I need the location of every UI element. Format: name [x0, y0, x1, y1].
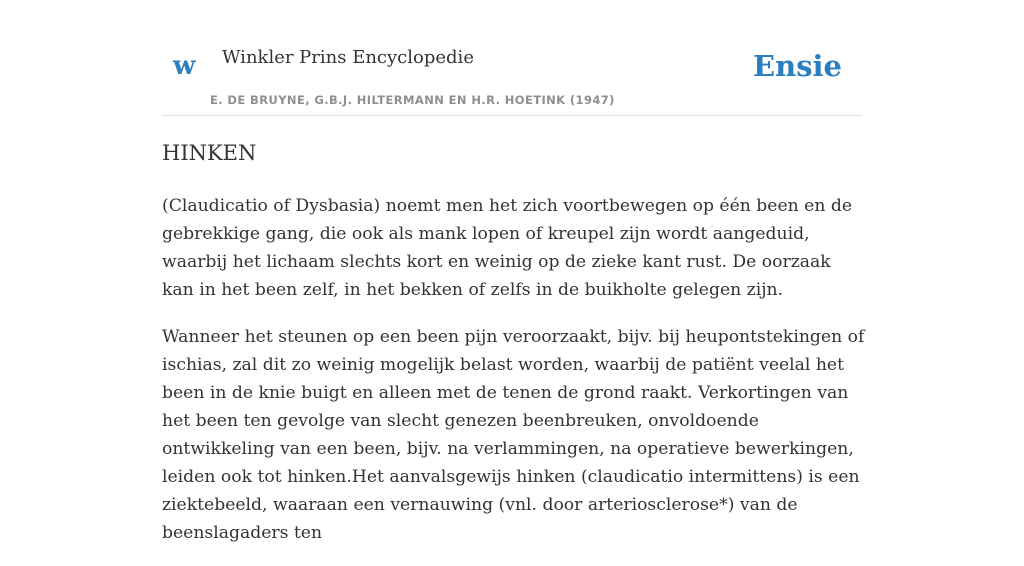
article-body	[162, 192, 867, 566]
book-authors: E. DE BRUYNE, G.B.J. HILTERMANN EN H.R. HOETINK (1947)	[210, 93, 615, 107]
book-title[interactable]: Winkler Prins Encyclopedie	[222, 47, 474, 68]
article-paragraph: (Claudicatio of Dysbasia) noemt men het zich voortbewegen op één been en de gebrekkige gang, die ook als mank lopen of kreupel zijn wordt aangeduid, waarbij het lichaam slechts kort en weinig op de zieke kant rust. De oorzaak kan in het been zelf, in het bekken of zelfs in de buikholte gelegen zijn.	[162, 196, 853, 300]
site-logo-link[interactable]: Ensie	[753, 49, 842, 83]
header	[162, 36, 862, 116]
encyclopedia-logo[interactable]: w	[173, 51, 196, 81]
article-paragraph: Wanneer het steunen op een been pijn veroorzaakt, bijv. bij heupontstekingen of ischias, zal dit zo weinig mogelijk belast worden, waarbij de patiënt veelal het been in de knie buigt en alleen met de tenen de grond raakt. Verkortingen van het been ten gevolge van slecht genezen beenbreuken, onvoldoende ontwikkeling van een been, bijv. na verlammingen, na operatieve bewerkingen, leiden ook tot hinken.Het aanvalsgewijs hinken (claudicatio intermittens) is een ziektebeeld, waaraan een vernauwing (vnl. door arteriosclerose*) van de beenslagaders ten	[162, 327, 865, 543]
article-title: HINKEN	[162, 141, 257, 165]
